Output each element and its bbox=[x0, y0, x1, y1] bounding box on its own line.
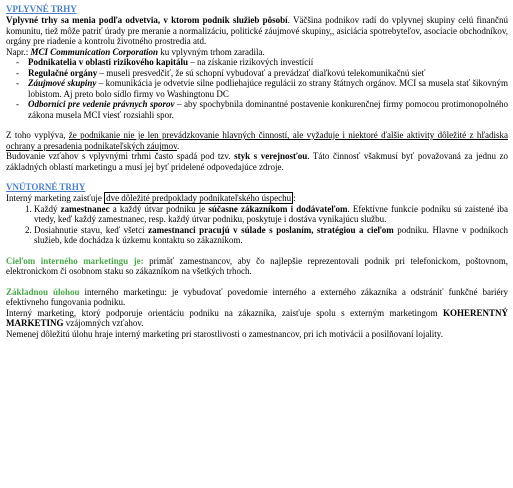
section-heading-influential-markets: VPLYVNÉ TRHY bbox=[6, 4, 77, 14]
numbered-item: 1. Každý zamestnanec a každý útvar podniku je súčasne zákazníkom i dodávateľom. Efektívne funkcie podniku sú zaistené iba vtedy, keď každý zamestnanec, resp. každý útvar podniku, poskytuje i dostáva vynikajúcu službu. bbox=[34, 204, 508, 225]
task-paragraph bbox=[6, 287, 508, 308]
intro-bold-text: Vplyvné trhy sa menia podľa odvetvia, v ktorom podnik služieb pôsobí bbox=[6, 15, 288, 25]
example-line bbox=[6, 47, 508, 58]
task-label: Základnou úlohou bbox=[6, 286, 80, 297]
conclusion-prefix: Z toho vyplýva, bbox=[6, 130, 69, 140]
list-item-text: – komunikácia je odvetvie silne podliehajúce regulácii zo strany štátnych orgánov. MCI sa musela stať šikovným lobistom. Aj preto bolo sídlo firmy vo Washingtonu DC bbox=[28, 78, 508, 99]
numbered-item: 2. Dosiahnutie stavu, keď všetci zamestnanci pracujú v súlade s poslaním, stratégiou a cieľom podniku. Hlavne v podnikoch služieb, kde dochádza k úzkemu kontaktu so zákazníkom. bbox=[34, 225, 508, 246]
internal-marketing-intro: Interný marketing zaisťuje dve dôležité predpoklady podnikateľského úspechu : bbox=[6, 193, 296, 203]
example-prefix: Napr.: bbox=[6, 46, 31, 57]
conclusion-paragraph: Z toho vyplýva, že podnikanie nie je len prevádzkovanie hlavných činností, ale vyžaduje i niektoré ďalšie aktivity dôležité z hľadiska ochrany a presadenia podnikateľských záujmov. bbox=[6, 130, 508, 151]
goal-label: Cieľom interného marketingu je: bbox=[6, 255, 144, 266]
loyalty-paragraph: Nemenej dôležitú úlohu hraje interný marketing pri starostlivosti o zamestnancov, pri ich motivácii a posilňovaní lojality. bbox=[6, 328, 443, 339]
boxed-prerequisites: dve dôležité predpoklady podnikateľského úspechu bbox=[106, 193, 292, 203]
document-page bbox=[6, 4, 508, 339]
list-item-term: Odborníci pre vedenie právnych sporov bbox=[28, 99, 175, 109]
intro-text: . Väčšina podnikov radí do vplyvnej skupiny celú finančnú komunitu, tiež môže patriť úrady pre meranie a normalizáciu, politické záujmové skupiny,, asiciácia spotrebyteľov, asociacie obchodníkov, orgány pre riadenie a kontrolu životného prostredia atd. bbox=[6, 15, 508, 46]
example-rest: ku vplyvným trhom zaradila. bbox=[158, 46, 265, 57]
list-item: - Regulačné orgány – museli presvedčiť, že sú schopní vybudovať a prevádzať diaľkovú telekomunikačnú sieť bbox=[16, 67, 426, 78]
goal-paragraph bbox=[6, 256, 508, 277]
goal-text: primäť zamestnancov, aby čo najlepšie reprezentovali podnik pri telefonickom, poštovnom, elektronickom či osobnom staku so zákazníkom na všetkých trhoch. bbox=[6, 255, 508, 276]
task-text: interného marketingu: je vybudovať povedomie interného a externého zákazníka a odstrániť funkčné bariéry efektívneho fungovania podniku. bbox=[6, 286, 508, 307]
internal-marketing-list bbox=[6, 204, 508, 246]
list-item: - Podnikatelia v oblasti rizikového kapitálu – na získanie rizikových investícií bbox=[16, 57, 314, 67]
list-item: - Odborníci pre vedenie právnych sporov – aby spochybnila dominantné postavenie konkurenčnej firmy pomocou protimonopolného zákona musela MCI viesť rozsiahli spor. bbox=[16, 99, 509, 120]
list-item: - Záujmové skupiny – komunikácia je odvetvie silne podliehajúce regulácii zo strany štátnych orgánov. MCI sa musela stať šikovným lobistom. Aj preto bolo sídlo firmy vo Washingtonu DC bbox=[16, 78, 508, 99]
section-heading-internal-markets: VNÚTORNÉ TRHY bbox=[6, 182, 86, 192]
list-item-term: Záujmové skupiny bbox=[28, 78, 97, 88]
influential-markets-list bbox=[6, 57, 508, 120]
conclusion-underlined: že podnikanie nie je len prevádzkovanie hlavných činností, ale vyžaduje i niektoré ďalšie aktivity dôležité z hľadiska ochrany a presadenia podnikateľských záujmov bbox=[6, 130, 508, 151]
list-item-text: – museli presvedčiť, že sú schopní vybudovať a prevádzať diaľkovú telekomunikačnú sieť bbox=[97, 67, 426, 78]
example-company: MCI Communication Corporation bbox=[30, 46, 159, 57]
public-relations-term: styk s verejnosťou bbox=[234, 151, 308, 161]
influential-markets-intro bbox=[6, 15, 508, 47]
coherent-marketing-paragraph: Interný marketing, ktorý podporuje orientáciu podniku na zákazníka, zaisťuje spolu s externým marketingom KOHERENTNÝ MARKETING vzájomných vzťahov. bbox=[6, 307, 508, 328]
list-item-text: – na získanie rizikových investícií bbox=[188, 57, 314, 67]
public-relations-paragraph: Budovanie vzťahov s vplyvnými trhmi často spadá pod tzv. styk s verejnosťou. Táto činnosť všakmusí byť považovaná za jednu zo základných oblastí marketingu a musí jej byť pridelené odpovedajúce zdroje. bbox=[6, 151, 509, 172]
list-item-term: Regulačné orgány bbox=[28, 67, 98, 78]
list-item-term: Podnikatelia v oblasti rizikového kapitálu bbox=[28, 57, 189, 67]
coherent-marketing-term: KOHERENTNÝ MARKETING bbox=[6, 307, 508, 328]
list-item-text: – aby spochybnila dominantné postavenie konkurenčnej firmy pomocou protimonopolného zákona musela MCI viesť rozsiahli spor. bbox=[28, 99, 509, 120]
